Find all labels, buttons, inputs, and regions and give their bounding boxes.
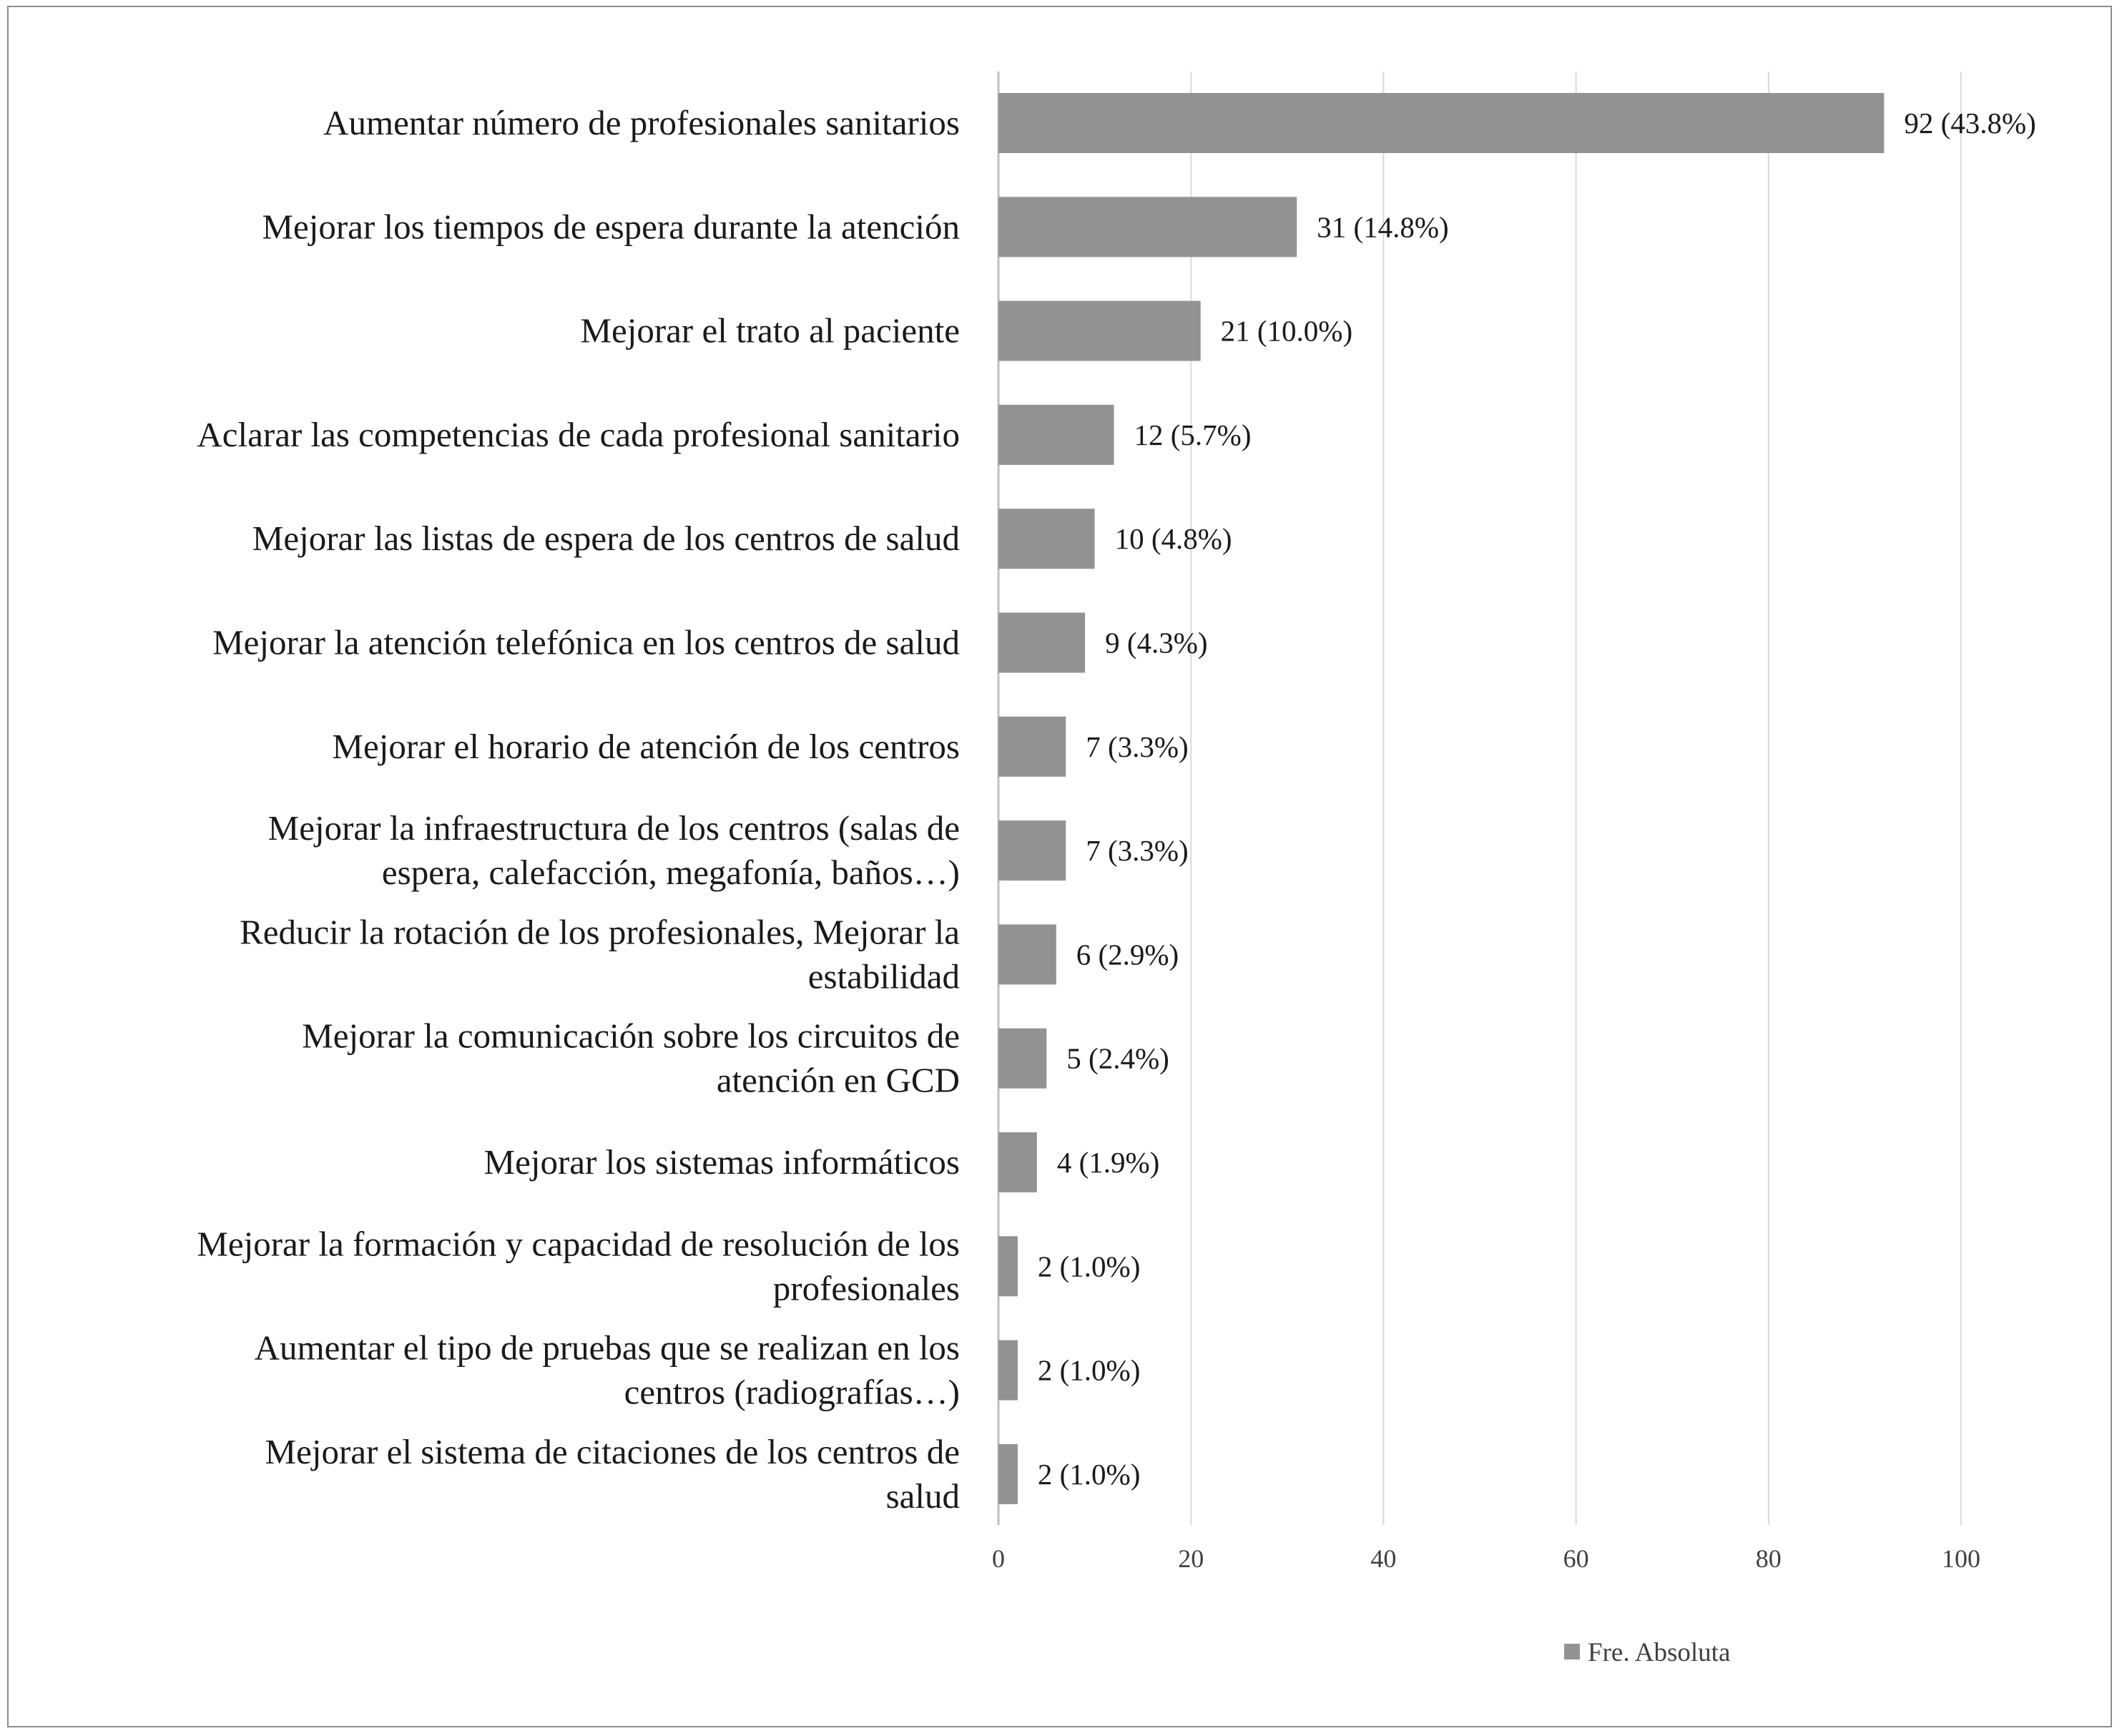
bar [998, 717, 1066, 777]
category-label: atención en GCD [716, 1060, 960, 1100]
category-label: centros (radiografías…) [624, 1372, 960, 1412]
category-label: estabilidad [807, 956, 960, 996]
x-axis-ticks [992, 1544, 1980, 1573]
bar [998, 1444, 1018, 1504]
bar [998, 1029, 1046, 1089]
category-label: Mejorar el sistema de citaciones de los centros de [265, 1431, 960, 1471]
category-label: Aumentar número de profesionales sanitarios [323, 103, 960, 142]
category-label: Mejorar los tiempos de espera durante la atención [262, 207, 960, 247]
bar [998, 613, 1085, 673]
category-label: Mejorar la comunicación sobre los circuitos de [302, 1016, 960, 1056]
category-label: Mejorar la atención telefónica en los centros de salud [212, 622, 960, 662]
bar [998, 405, 1114, 465]
bar-chart [9, 7, 2111, 1726]
category-label: salud [885, 1476, 960, 1516]
category-label: Mejorar el horario de atención de los centros [332, 726, 960, 766]
bar [998, 197, 1297, 257]
category-label: Aumentar el tipo de pruebas que se realizan en los [254, 1328, 960, 1368]
gridlines [998, 72, 1961, 1525]
x-tick-label: 40 [1370, 1544, 1397, 1573]
legend [1564, 1638, 1730, 1667]
category-label: profesionales [772, 1268, 960, 1308]
x-tick-label: 60 [1563, 1544, 1589, 1573]
category-label: Aclarar las competencias de cada profesional sanitario [197, 414, 960, 454]
x-tick-label: 0 [992, 1544, 1005, 1573]
x-tick-label: 20 [1178, 1544, 1204, 1573]
chart-frame [7, 6, 2112, 1727]
data-label: 4 (1.9%) [1056, 1146, 1160, 1179]
data-label: 2 (1.0%) [1037, 1250, 1141, 1283]
data-label: 5 (2.4%) [1066, 1041, 1169, 1075]
data-label: 10 (4.8%) [1114, 522, 1232, 556]
bar [998, 1340, 1018, 1401]
data-label: 9 (4.3%) [1105, 626, 1208, 659]
data-label: 21 (10.0%) [1220, 314, 1353, 348]
legend-swatch [1564, 1644, 1580, 1659]
bar [998, 93, 1884, 153]
category-labels [197, 103, 960, 1516]
x-tick-label: 80 [1755, 1544, 1782, 1573]
bar [998, 1132, 1037, 1192]
category-label: Mejorar el trato al paciente [580, 310, 960, 350]
x-tick-label: 100 [1942, 1544, 1980, 1573]
category-label: Reducir la rotación de los profesionales, Mejorar la [240, 912, 960, 952]
category-label: Mejorar las listas de espera de los centros de salud [252, 519, 960, 559]
data-label: 12 (5.7%) [1134, 418, 1252, 451]
bar [998, 1236, 1018, 1296]
data-label: 92 (43.8%) [1904, 107, 2036, 139]
category-label: Mejorar la infraestructura de los centros (salas de [267, 808, 960, 848]
data-label: 31 (14.8%) [1317, 210, 1449, 244]
bar [998, 820, 1066, 881]
bars [998, 93, 1884, 1504]
data-label: 7 (3.3%) [1086, 834, 1189, 868]
bar [998, 301, 1201, 361]
bar [998, 924, 1056, 984]
data-label: 2 (1.0%) [1037, 1457, 1141, 1491]
category-label: Mejorar la formación y capacidad de resolución de los [197, 1224, 960, 1264]
category-label: espera, calefacción, megafonía, baños…) [381, 853, 960, 893]
category-label: Mejorar los sistemas informáticos [483, 1142, 960, 1182]
data-label: 2 (1.0%) [1037, 1353, 1141, 1387]
legend-label: Fre. Absoluta [1588, 1638, 1731, 1667]
data-label: 7 (3.3%) [1086, 730, 1189, 763]
bar [998, 509, 1095, 569]
data-label: 6 (2.9%) [1076, 938, 1179, 971]
